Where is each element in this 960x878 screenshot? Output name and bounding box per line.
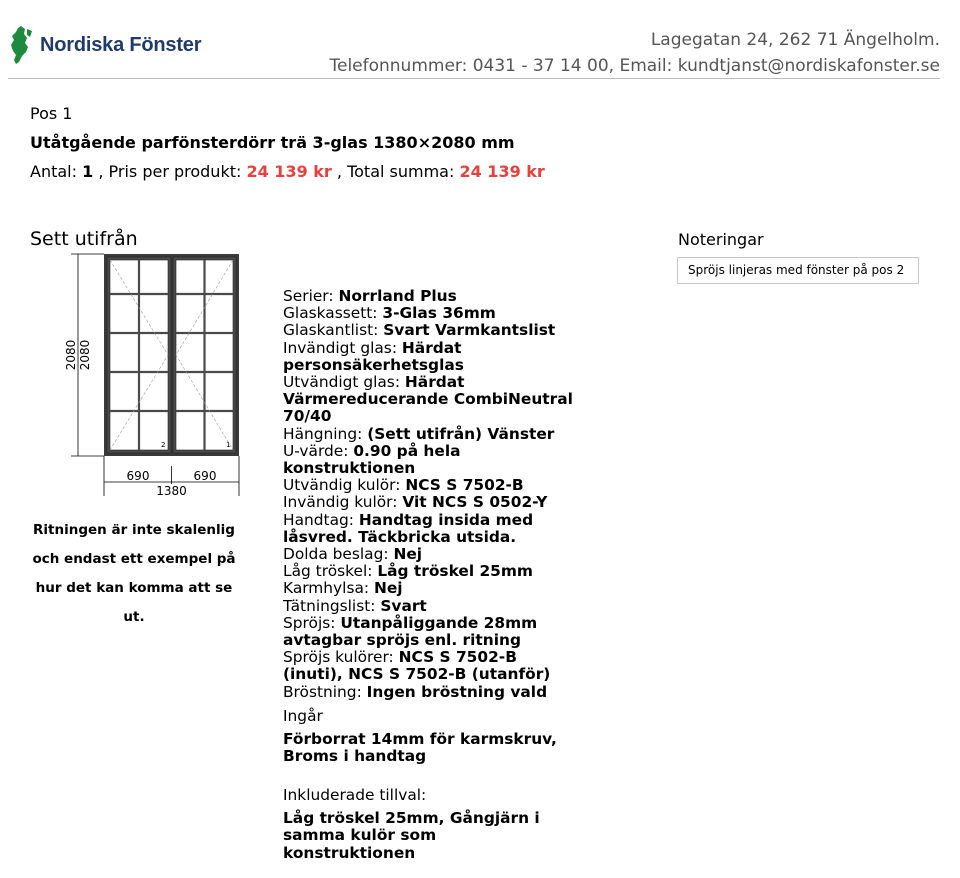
company-name: Nordiska Fönster: [40, 33, 202, 56]
position-label: Pos 1: [30, 104, 73, 123]
spec-row: [283, 305, 573, 322]
spec-row: [283, 288, 573, 305]
spec-row: [283, 563, 573, 580]
spec-value: (Sett utifrån) Vänster: [367, 424, 555, 443]
spec-label: Utvändigt glas:: [283, 373, 401, 392]
sash-number: 2: [161, 441, 166, 449]
spec-label: U-värde:: [283, 441, 349, 460]
door-drawing: [56, 250, 256, 504]
spec-value: 0.90 på hela konstruktionen: [283, 441, 461, 478]
spec-list: [283, 288, 573, 862]
spec-value: NCS S 7502-B (inuti), NCS S 7502-B (utanför): [283, 648, 551, 684]
spec-value: Handtag insida med låsvred. Täckbricka utsida.: [283, 510, 534, 546]
spec-row: [283, 322, 573, 339]
spec-label: Glaskantlist:: [283, 321, 379, 340]
width-right-label: 690: [193, 469, 217, 483]
company-contact: Telefonnummer: 0431 - 37 14 00, Email: kundtjanst@nordiskafonster.se: [329, 56, 940, 76]
spec-row: [283, 649, 573, 683]
spec-label: Invändigt glas:: [283, 338, 398, 357]
total-value: 24 139 kr: [459, 162, 545, 181]
sash-number: 1: [226, 441, 231, 449]
spec-label: Spröjs:: [283, 613, 336, 632]
width-total-label: 1380: [156, 484, 187, 498]
spec-value: Svart Varmkantslist: [383, 321, 556, 340]
spec-row: [283, 477, 573, 494]
height-label: 2080: [64, 339, 78, 371]
spec-label: Invändig kulör:: [283, 493, 398, 512]
includes-label: Ingår: [283, 706, 323, 725]
spec-value: Låg tröskel 25mm: [377, 562, 533, 581]
spec-label: Bröstning:: [283, 682, 362, 701]
spec-value: Norrland Plus: [338, 287, 457, 305]
spec-row: [283, 615, 573, 649]
company-address: Lagegatan 24, 262 71 Ängelholm.: [650, 30, 940, 50]
spec-label: Handtag:: [283, 510, 354, 529]
quantity-label: Antal:: [30, 162, 77, 181]
spec-label: Glaskassett:: [283, 304, 378, 323]
spec-row: [283, 443, 573, 477]
width-left-label: 690: [126, 469, 150, 483]
drawing-disclaimer: Ritningen är inte skalenlig och endast ett exempel på hur det kan komma att se ut.: [32, 522, 236, 625]
price-label: , Pris per produkt:: [98, 162, 242, 181]
spec-value: Nej: [373, 579, 403, 598]
spec-row: [283, 374, 573, 426]
spec-label: Serier:: [283, 287, 334, 305]
spec-value: Nej: [393, 545, 423, 564]
spec-row: [283, 340, 573, 374]
company-logo: [8, 25, 201, 65]
spec-label: Hängning:: [283, 424, 363, 443]
notes-field[interactable]: Spröjs linjeras med fönster på pos 2: [677, 257, 919, 284]
height-label: 2080: [78, 339, 92, 371]
spec-value: Svart: [380, 596, 427, 615]
spec-value: Ingen bröstning vald: [366, 682, 548, 701]
extras-value: Låg tröskel 25mm, Gångjärn i samma kulör som konstruktionen: [283, 808, 540, 862]
spec-row: [283, 580, 573, 597]
notes-title: Noteringar: [678, 230, 764, 249]
header-divider: [8, 78, 940, 79]
spec-value: NCS S 7502-B: [405, 476, 524, 495]
spec-row: [283, 546, 573, 563]
spec-label: Utvändig kulör:: [283, 476, 401, 495]
spec-row: [283, 494, 573, 511]
spec-value: Härdat personsäkerhetsglas: [283, 338, 464, 374]
spec-row: [283, 512, 573, 546]
scandinavia-map-icon: [8, 25, 34, 65]
spec-label: Tätningslist:: [283, 596, 376, 615]
spec-row: [283, 426, 573, 443]
spec-label: Spröjs kulörer:: [283, 648, 394, 667]
spec-row: [283, 598, 573, 615]
view-title: Sett utifrån: [30, 228, 138, 250]
spec-label: Låg tröskel:: [283, 562, 373, 581]
spec-value: Vit NCS S 0502-Y: [402, 493, 548, 512]
price-value: 24 139 kr: [246, 162, 332, 181]
product-title: Utåtgående parfönsterdörr trä 3-glas 1380×2080 mm: [30, 133, 515, 152]
spec-value: 3-Glas 36mm: [382, 304, 496, 323]
spec-label: Karmhylsa:: [283, 579, 370, 598]
spec-label: Dolda beslag:: [283, 545, 389, 564]
order-summary: [30, 162, 545, 181]
spec-row: [283, 684, 573, 701]
quantity-value: 1: [82, 162, 94, 181]
spec-value: Utanpåliggande 28mm avtagbar spröjs enl. ritning: [283, 613, 538, 650]
total-label: , Total summa:: [336, 162, 455, 181]
includes-value: Förborrat 14mm för karmskruv, Broms i handtag: [283, 729, 557, 766]
spec-value: Härdat Värmereducerande CombiNeutral 70/40: [283, 373, 573, 426]
extras-label: Inkluderade tillval:: [283, 785, 427, 804]
